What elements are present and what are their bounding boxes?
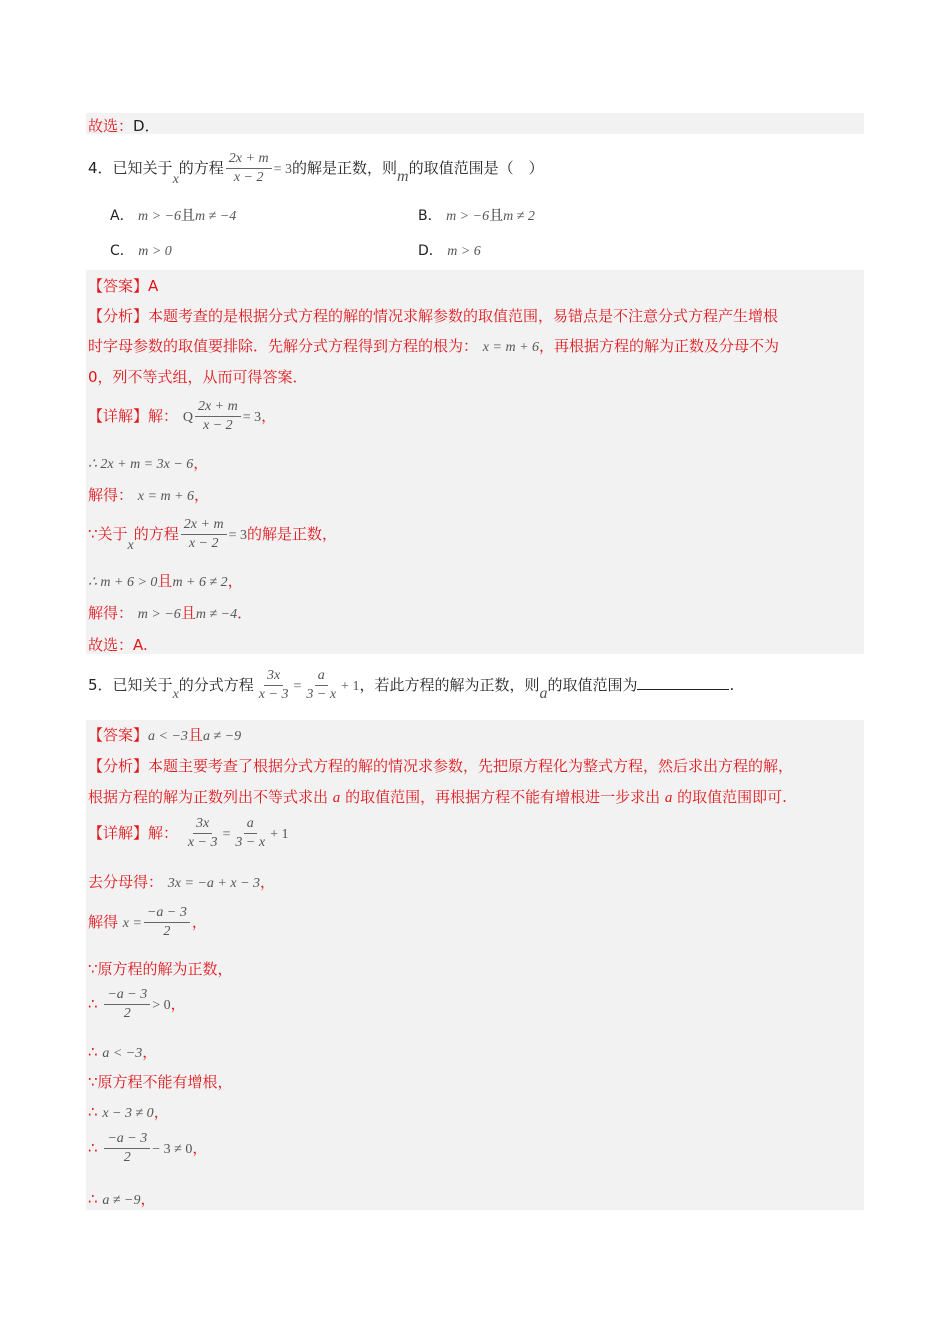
q5-step-8: ∴ $\frac{-a - 3}{2}$ − 3 ≠ 0， [88, 1131, 208, 1165]
prev-answer-block [86, 113, 864, 134]
q4-analysis-3: 0，列不等式组，从而可得答案． [88, 368, 308, 386]
q5-step-4: ∴ $\frac{-a - 3}{2}$ > 0， [88, 987, 186, 1021]
q5-detail: 【详解】解： $\frac{3x}{x - 3}$ = $\frac{a}{3 - x}$ + 1 [88, 816, 289, 850]
q4-step-4: ∴ m + 6 > 0且m + 6 ≠ 2， [88, 572, 243, 590]
q4-step-5: 解得： m > −6且m ≠ −4． [88, 604, 253, 622]
q5-answer: 【答案】a < −3且a ≠ −9 [88, 726, 242, 744]
q4-detail: 【详解】解： Q $\frac{2x + m}{x - 2}$ = 3， [88, 399, 277, 433]
q4-answer: 【答案】A [88, 277, 159, 295]
q5-stem: 5．已知关于x的分式方程 $\frac{3x}{x - 3}$ = $\frac{a}{3 - x}$ + 1，若此方程的解为正数，则a的取值范围为 . [88, 668, 735, 702]
q5-analysis-1: 【分析】本题主要考查了根据分式方程的解的情况求参数，先把原方程化为整式方程，然后求出方程的解， [88, 757, 794, 775]
q5-step-5: ∴ a < −3， [88, 1043, 158, 1061]
q4-option-d[interactable]: D． m > 6 [418, 243, 481, 259]
q4-analysis-1: 【分析】本题考查的是根据分式方程的解的情况求解参数的取值范围，易错点是不注意分式方程产生增根 [88, 307, 779, 325]
q5-step-1: 去分母得： 3x = −a + x − 3， [88, 873, 276, 891]
q5-step-9: ∴ a ≠ −9， [88, 1190, 156, 1208]
q5-step-2: 解得 x = $\frac{-a - 3}{2}$ ， [88, 905, 207, 939]
q5-analysis-2: 根据方程的解为正数列出不等式求出 a 的取值范围，再根据方程不能有增根进一步求出 a 的取值范围即可. [88, 788, 787, 806]
q4-step-2: 解得： x = m + 6， [88, 486, 210, 504]
q4-fraction: $\frac{2x + m}{x - 2}$ [226, 150, 272, 187]
q4-analysis-2: 时字母参数的取值要排除．先解分式方程得到方程的根为： x = m + 6，再根据方程的解为正数及分母不为 [88, 337, 780, 355]
q4-option-a[interactable]: A． m > −6且m ≠ −4 [110, 208, 237, 224]
q4-step-1: ∴ 2x + m = 3x − 6， [88, 454, 209, 472]
prev-answer-value: D． [133, 117, 160, 135]
q5-answer-blank[interactable] [637, 675, 729, 690]
q5-step-6: ∵原方程不能有增根， [88, 1073, 233, 1091]
q4-final: 故选：A. [88, 636, 148, 654]
q5-step-7: ∴ x − 3 ≠ 0， [88, 1103, 169, 1121]
q4-option-c[interactable]: C． m > 0 [110, 243, 172, 259]
q4-stem: 4．已知关于x的方程 $\frac{2x + m}{x - 2}$ = 3的解是正数，则m的取值范围是（ ） [88, 151, 544, 187]
prev-answer-line: 故选：D． [88, 117, 160, 135]
q4-option-b[interactable]: B． m > −6且m ≠ 2 [418, 208, 535, 224]
q4-step-3: ∵关于x的方程 $\frac{2x + m}{x - 2}$ = 3的解是正数， [88, 517, 337, 553]
q5-step-3: ∵原方程的解为正数， [88, 960, 233, 978]
